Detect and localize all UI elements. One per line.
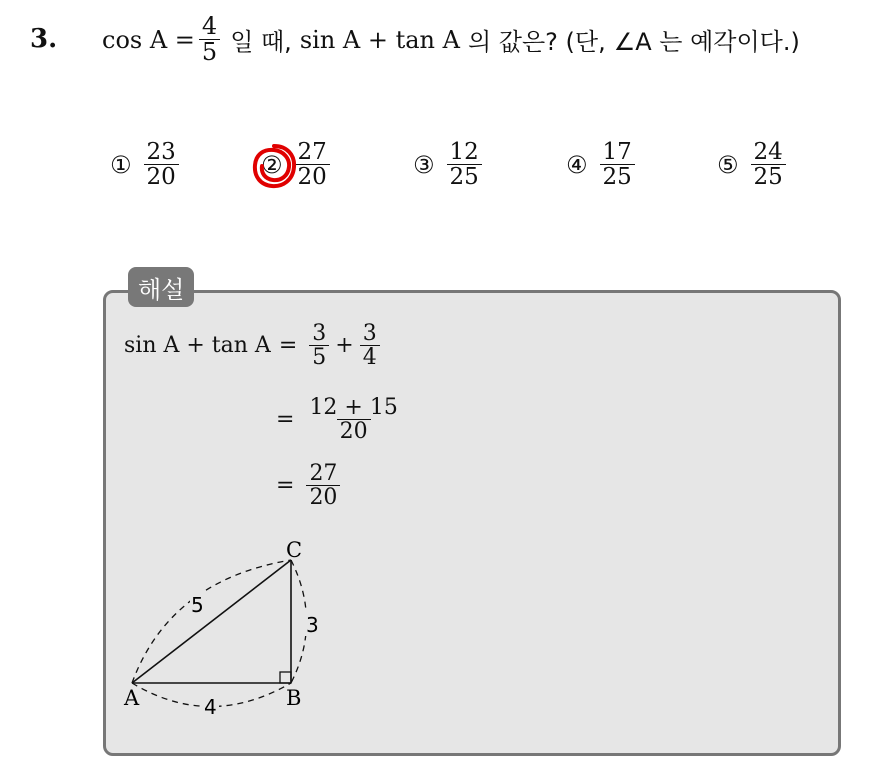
choice-numerator: 24 — [753, 139, 783, 165]
choice-5[interactable] — [717, 140, 790, 189]
side-base-label: 4 — [204, 695, 217, 719]
vertical-brace-dashed — [291, 560, 307, 683]
choice-mark: ③ — [413, 150, 435, 179]
cos-expression: cos A = — [102, 25, 195, 54]
hypotenuse-line — [132, 560, 291, 683]
given-fraction — [199, 14, 220, 65]
equals-sign: = — [276, 407, 295, 433]
choice-mark: ④ — [566, 150, 588, 179]
choice-1[interactable] — [110, 140, 183, 189]
step1-numerator-b: 3 — [362, 321, 377, 346]
choice-numerator: 12 — [449, 139, 479, 165]
choice-denominator: 25 — [447, 164, 482, 189]
choice-numerator: 23 — [146, 139, 176, 165]
target-expression: sin A + tan A — [299, 25, 460, 54]
text-when: 일 때, — [230, 28, 292, 57]
choice-denominator: 20 — [295, 164, 330, 189]
choice-mark: ② — [261, 150, 283, 179]
solution-step-2 — [276, 396, 405, 443]
plus-sign: + — [335, 333, 354, 359]
choice-mark: ① — [110, 150, 132, 179]
vertex-b-label: B — [286, 686, 302, 710]
equals-sign: = — [276, 473, 295, 499]
choice-numerator: 17 — [602, 139, 632, 165]
side-vertical-label: 3 — [306, 613, 319, 637]
vertex-c-label: C — [286, 538, 303, 562]
step1-denominator-b: 4 — [360, 345, 380, 369]
text-value: 의 값은? (단, — [467, 28, 606, 57]
step2-numerator: 12 + 15 — [309, 395, 398, 420]
side-hyp-label: 5 — [191, 593, 204, 617]
triangle-diagram — [110, 530, 350, 730]
step3-numerator: 27 — [309, 461, 338, 486]
choice-mark: ⑤ — [717, 150, 739, 179]
step1-denominator-a: 5 — [309, 345, 329, 369]
solution-lhs: sin A + tan A — [124, 333, 271, 359]
solution-tag: 해설 — [128, 267, 194, 307]
step2-denominator: 20 — [337, 419, 371, 443]
vertex-a-label: A — [124, 686, 140, 710]
angle-note: ∠A 는 예각이다.) — [613, 28, 800, 57]
question-number: 3. — [30, 24, 58, 54]
solution-step-3 — [276, 462, 344, 509]
choice-denominator: 20 — [144, 164, 179, 189]
given-numerator: 4 — [201, 12, 218, 40]
question-text — [102, 14, 800, 65]
right-angle-mark — [280, 672, 291, 683]
solution-step-1 — [124, 322, 384, 369]
step3-denominator: 20 — [306, 485, 340, 509]
choice-numerator: 27 — [297, 139, 327, 165]
choice-3[interactable] — [413, 140, 486, 189]
answer-circle-icon — [248, 140, 300, 192]
given-denominator: 5 — [199, 39, 220, 65]
choice-denominator: 25 — [751, 164, 786, 189]
equals-sign: = — [278, 333, 298, 359]
choice-denominator: 25 — [600, 164, 635, 189]
choice-4[interactable] — [566, 140, 639, 189]
step1-numerator-a: 3 — [312, 321, 327, 346]
